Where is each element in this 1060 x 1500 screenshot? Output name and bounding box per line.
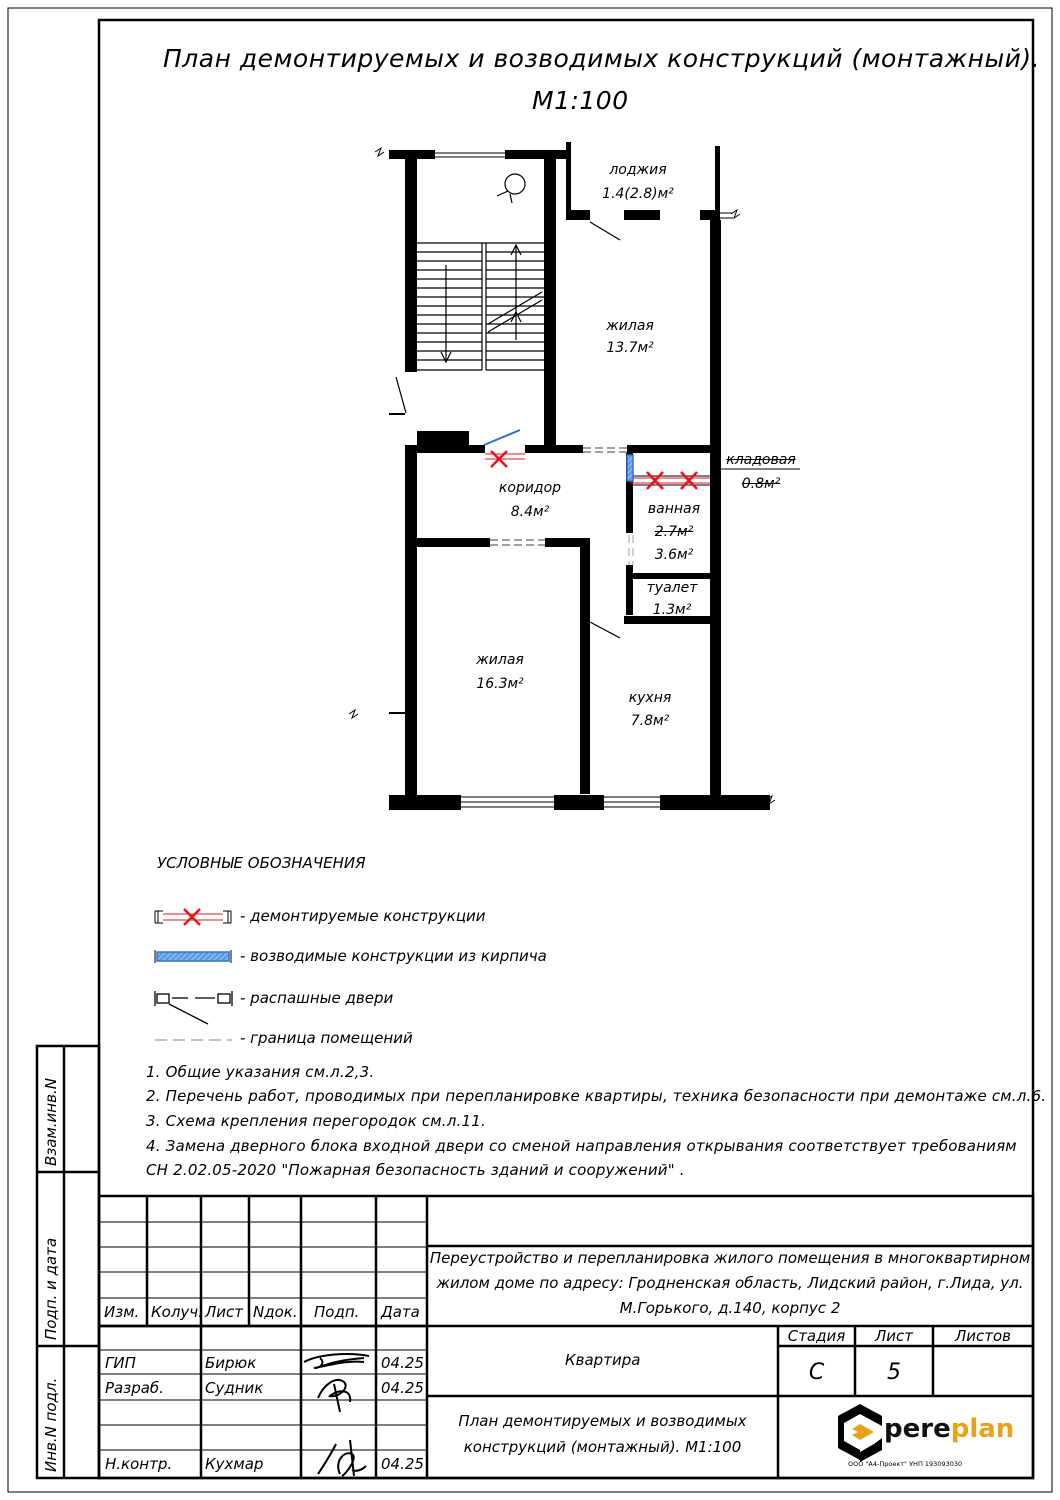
company-wordmark [884,1414,1014,1444]
company-logo-mark [838,1404,882,1462]
signature-3 [318,1440,366,1476]
legend-item-brick: - возводимые конструкции из кирпича [240,947,547,965]
legend-item-boundary: - граница помещений [240,1029,413,1047]
stamp-name-gip: Бирюк [205,1354,257,1372]
room-living2-name: жилая [476,652,524,668]
stamp-header-izm: Изм. [104,1303,140,1321]
note-3: 3. Схема крепления перегородок см.л.11. [146,1112,486,1130]
room-loggia-name: лоджия [609,162,667,178]
room-living1-name: жилая [606,318,654,334]
stamp-name-razrab: Судник [205,1379,264,1397]
stamp-project-line-3: М.Горького, д.140, корпус 2 [619,1299,841,1317]
room-kitchen-area: 7.8м² [630,713,670,729]
stamp-header-list: Лист [205,1303,244,1321]
room-bath-name: ванная [647,501,701,517]
stamp-role-nkontr: Н.контр. [105,1455,173,1473]
legend-symbol-brick [155,950,231,963]
drawing-scale: М1:100 [532,86,629,115]
note-4-continued: СН 2.02.05-2020 "Пожарная безопасность зданий и сооружений" . [146,1161,685,1179]
room-corridor-area: 8.4м² [510,504,550,520]
drawing-title: План демонтируемых и возводимых конструкций (монтажный). [163,44,1041,73]
stamp-project-line-1: Переустройство и перепланировка жилого помещения в многоквартирном [429,1249,1031,1267]
side-stamp-inv: Инв.N подл. [42,1377,60,1472]
note-4: 4. Замена дверного блока входной двери со сменой направления открывания соответствует требованиям [146,1137,1017,1155]
room-living1-area: 13.7м² [606,340,654,356]
legend-symbol-demolish [155,909,231,925]
stamp-stage-value: С [808,1360,825,1385]
signature-1 [304,1354,369,1368]
room-pantry-area: 0.8м² [741,476,781,492]
room-corridor-name: коридор [498,480,562,496]
stamp-object: Квартира [565,1351,641,1369]
stair [417,174,544,370]
new-door-leaf [484,430,520,445]
legend-item-demolish: - демонтируемые конструкции [240,907,486,925]
stamp-sheets-label: Листов [954,1327,1012,1345]
company-word-a: pere [884,1414,951,1444]
stamp-sheet-title-2: конструкций (монтажный). М1:100 [463,1438,742,1456]
floor-plan [389,142,770,810]
stamp-date-gip: 04.25 [381,1354,424,1372]
company-caption: ООО "А4-Проект" УНП 193093030 [848,1460,963,1468]
stamp-sheet-value: 5 [887,1360,901,1385]
stamp-role-gip: ГИП [105,1354,136,1372]
stamp-sheet-label: Лист [874,1327,913,1345]
room-pantry-name: кладовая [726,452,796,468]
legend-item-door: - распашные двери [240,989,394,1007]
room-loggia-area: 1.4(2.8)м² [602,186,674,202]
new-brick-wall [627,455,633,481]
stamp-date-razrab: 04.25 [381,1379,424,1397]
outer-frame [8,8,1052,1492]
company-word-b: plan [950,1414,1015,1444]
room-toilet-area: 1.3м² [652,602,692,618]
room-bath-area-old: 2.7м² [654,524,694,540]
legend-symbol-door [155,991,232,1024]
room-living2-area: 16.3м² [476,676,524,692]
room-bath-area-new: 3.6м² [654,547,694,563]
signature-2 [318,1380,350,1412]
note-1: 1. Общие указания см.л.2,3. [146,1063,375,1081]
stamp-name-nkontr: Кухмар [205,1455,264,1473]
stamp-header-koluch: Колуч. [151,1303,203,1321]
stamp-header-ndok: Nдок. [253,1303,298,1321]
stamp-header-data: Дата [381,1303,420,1321]
stamp-date-nkontr: 04.25 [381,1455,424,1473]
stamp-role-razrab: Разраб. [105,1379,164,1397]
note-2: 2. Перечень работ, проводимых при перепланировке квартиры, техника безопасности при демонтаже см.л.6. [146,1087,1047,1105]
stamp-header-podp: Подп. [314,1303,360,1321]
side-stamp-podp: Подп. и дата [42,1237,60,1340]
stamp-sheet-title-1: План демонтируемых и возводимых [458,1412,747,1430]
side-stamp-vzam: Взам.инв.N [42,1078,60,1166]
legend-heading: УСЛОВНЫЕ ОБОЗНАЧЕНИЯ [157,854,366,872]
room-toilet-name: туалет [646,580,698,596]
stamp-stage-label: Стадия [787,1327,846,1345]
stamp-project-line-2: жилом доме по адресу: Гродненская область, Лидский район, г.Лида, ул. [436,1274,1024,1292]
room-kitchen-name: кухня [628,690,672,706]
